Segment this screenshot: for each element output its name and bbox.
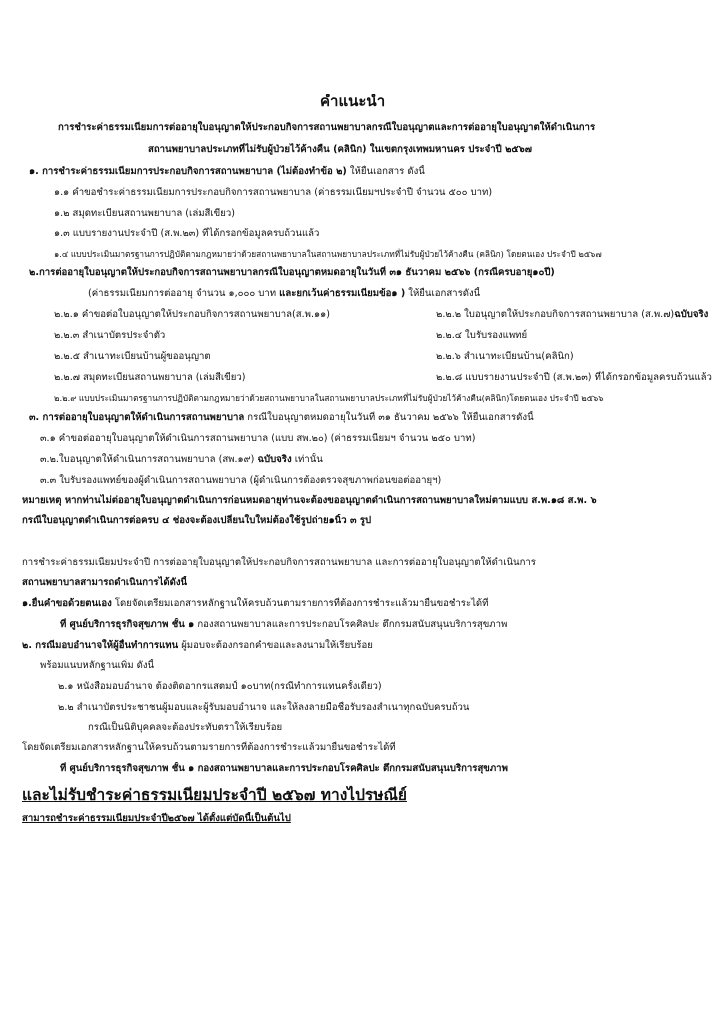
part2-p1 — [22, 597, 488, 611]
subtitle-line-1: การชำระค่าธรรมเนียมการต่ออายุใบอนุญาตให้ประกอบกิจการสถานพยาบาลกรณีใบอนุญาตและการต่ออายุใบอนุญาตให้ดำเนินการ — [58, 122, 596, 133]
section2-fee-line — [88, 287, 480, 301]
part2-intro-1: การชำระค่าธรรมเนียมประจำปี การต่ออายุใบอนุญาตให้ประกอบกิจการสถานพยาบาล และการต่ออายุใบอนุญาตให้ดำเนินการ — [22, 557, 536, 568]
part2-p2-text: ผู้มอบจะต้องกรอกคำขอและลงนามให้เรียบร้อย — [178, 640, 373, 651]
section2-item-right: ๒.๒.๔ ใบรับรองแพทย์ — [436, 330, 528, 341]
part2-p1-place: ที่ ศูนย์บริการธุรกิจสุขภาพ ชั้น ๑ กองสถานพยาบาลและการประกอบโรคศิลปะ ตึกกรมสนับสนุนบริการสุขภาพ — [60, 619, 508, 630]
section2-item-right: ๒.๒.๖ สำเนาทะเบียนบ้าน(คลินิก) — [436, 351, 574, 362]
section2-fee-text: (ค่าธรรมเนียมการต่ออายุ จำนวน ๑,๐๐๐ บาท — [88, 288, 280, 299]
section1-heading-tail: ให้ยื่นเอกสาร ดังนี้ — [349, 166, 425, 177]
remark-line-1 — [22, 494, 597, 508]
part2-p2-label: ๒. กรณีมอบอำนาจให้ผู้อื่นทำการแทน — [22, 640, 179, 651]
part2-p2-item-2b: กรณีเป็นนิติบุคคลจะต้องประทับตราให้เรียบร้อย — [88, 722, 283, 733]
section2-item-left: ๒.๒.๓ สำเนาบัตรประจำตัว — [54, 330, 166, 341]
section2-row-4 — [54, 371, 714, 385]
section2-row-3 — [54, 350, 714, 364]
section3-item-1: ๓.๑ คำขอต่ออายุใบอนุญาตให้ดำเนินการสถานพยาบาล (แบบ สพ.๒๐) (ค่าธรรมเนียมฯ จำนวน ๒๕๐ บาท) — [40, 433, 476, 444]
remark-text: หากท่านไม่ต่ออายุใบอนุญาตดำเนินการก่อนหมดอายุท่านจะต้องขออนุญาตดำเนินการสถานพยาบาลใหม่ตามแบบ ส.พ.๑๘ ส.พ. ๖ — [61, 495, 597, 506]
section2-row-2 — [54, 329, 714, 343]
section2-fee-bold: และยกเว้นค่าธรรมเนียมข้อ๑ ) — [279, 288, 406, 299]
section3-item-3: ๓.๓ ใบรับรองแพทย์ของผู้ดำเนินการสถานพยาบาล (ผู้ดำเนินการต้องตรวจสุขภาพก่อนขอต่ออายุฯ) — [40, 475, 442, 486]
section2-item-left: ๒.๒.๗ สมุดทะเบียนสถานพยาบาล (เล่มสีเขียว) — [54, 372, 246, 383]
part2-p1-text: โดยจัดเตรียมเอกสารหลักฐานให้ครบถ้วนตามรายการที่ต้องการชำระแล้วมายื่นขอชำระได้ที่ — [111, 598, 489, 609]
section2-fee-tail: ให้ยื่นเอกสารดังนี้ — [405, 288, 481, 299]
section1-item-4: ๑.๔ แบบประเมินมาตรฐานการปฏิบัติตามกฎหมายว่าด้วยสถานพยาบาลในสถานพยาบาลประเภทที่ไม่รับผู้ป่วยไว้ค้างคืน (คลินิก) โดยตนเอง ประจำปี ๒๕๖๗ — [54, 249, 602, 259]
section1-item-1: ๑.๑ คำขอชำระค่าธรรมเนียมการประกอบกิจการสถานพยาบาล (ค่าธรรมเนียมฯประจำปี จำนวน ๕๐๐ บาท) — [54, 187, 493, 198]
section2-heading: ๒.การต่ออายุใบอนุญาตให้ประกอบกิจการสถานพยาบาลกรณีใบอนุญาตหมดอายุในวันที่ ๓๑ ธันวาคม ๒๕๖๖ (กรณีครบอายุ๑๐ปี) — [29, 267, 555, 278]
final-text: สามารถชำระค่าธรรมเนียมประจำปี๒๕๖๗ ได้ตั้งแต่บัดนี้เป็นต้นไป — [22, 813, 291, 824]
part2-p1-label: ๑.ยื่นคำขอด้วยตนเอง — [22, 598, 112, 609]
section2-item-right: ๒.๒.๒ ใบอนุญาตให้ประกอบกิจการสถานพยาบาล (ส.พ.๗)ฉบับจริง — [436, 309, 709, 320]
remark-line-2: กรณีใบอนุญาตดำเนินการต่อครบ ๔ ช่องจะต้องเปลี่ยนใบใหม่ต้องใช้รูปถ่าย๑นิ้ว ๓ รูป — [22, 515, 372, 526]
part2-intro-2: สถานพยาบาลสามารถดำเนินการได้ดังนี้ — [22, 577, 188, 588]
section2-item-9: ๒.๒.๙ แบบประเมินมาตรฐานการปฏิบัติตามกฎหมายว่าด้วยสถานพยาบาลในสถานพยาบาลประเภทที่ไม่รับผู้ป่วยไว้ค้างคืน(คลินิก)โดยตนเอง ประจำปี ๒๕๖๖ — [54, 393, 604, 403]
section2-item-left: ๒.๒.๕ สำเนาทะเบียนบ้านผู้ขออนุญาต — [54, 351, 211, 362]
section1-heading-line — [29, 165, 425, 179]
section1-item-2: ๑.๒ สมุดทะเบียนสถานพยาบาล (เล่มสีเขียว) — [54, 208, 235, 219]
section1-item-3: ๑.๓ แบบรายงานประจำปี (ส.พ.๒๓) ที่ได้กรอกข้อมูลครบถ้วนแล้ว — [54, 228, 320, 239]
section3-item-2: ๓.๒.ใบอนุญาตให้ดำเนินการสถานพยาบาล (สพ.๑๙) ฉบับจริง เท่านั้น — [40, 454, 323, 465]
notice-text: และไม่รับชำระค่าธรรมเนียมประจำปี ๒๕๖๗ ทางไปรษณีย์ — [22, 786, 407, 804]
part2-p2-item-2: ๒.๒ สำเนาบัตรประชาชนผู้มอบและผู้รับมอบอำนาจ และให้ลงลายมือชื่อรับรองสำเนาทุกฉบับครบถ้วน — [58, 702, 470, 713]
section3-heading-line — [29, 411, 534, 425]
section2-row-1 — [54, 308, 714, 322]
page-title: คำแนะนำ — [320, 94, 386, 108]
part2-p2-place: ที่ ศูนย์บริการธุรกิจสุขภาพ ชั้น ๑ กองสถานพยาบาลและการประกอบโรคศิลปะ ตึกกรมสนับสนุนบริการสุขภาพ — [60, 763, 508, 774]
section1-heading: ๑. การชำระค่าธรรมเนียมการประกอบกิจการสถานพยาบาล (ไม่ต้องทำข้อ ๒) — [29, 166, 347, 177]
section2-item-right: ๒.๒.๘ แบบรายงานประจำปี (ส.พ.๒๓) ที่ได้กรอกข้อมูลครบถ้วนแล้ว — [436, 372, 712, 383]
part2-p2-item-1: ๒.๑ หนังสือมอบอำนาจ ต้องติดอากรแสตมป์ ๑๐บาท(กรณีทำการแทนครั้งเดียว) — [58, 681, 382, 692]
part2-p2 — [22, 639, 373, 653]
section2-item-left: ๒.๒.๑ คำขอต่อใบอนุญาตให้ประกอบกิจการสถานพยาบาล(ส.พ.๑๑) — [54, 309, 330, 320]
part2-p2-prep: โดยจัดเตรียมเอกสารหลักฐานให้ครบถ้วนตามรายการที่ต้องการชำระแล้วมายื่นขอชำระได้ที่ — [22, 742, 396, 753]
subtitle-line-2: สถานพยาบาลประเภทที่ไม่รับผู้ป่วยไว้ค้างคืน (คลินิก) ในเขตกรุงเทพมหานคร ประจำปี ๒๕๖๗ — [148, 144, 532, 155]
section3-heading-tail: กรณีใบอนุญาตหมดอายุในวันที่ ๓๑ ธันวาคม ๒๕๖๖ ให้ยื่นเอกสารดังนี้ — [244, 412, 534, 423]
section3-heading: ๓. การต่ออายุใบอนุญาตให้ดำเนินการสถานพยาบาล — [29, 412, 245, 423]
remark-label: หมายเหตุ — [22, 495, 62, 506]
part2-p2-more: พร้อมแนบหลักฐานเพิ่ม ดังนี้ — [40, 660, 155, 671]
